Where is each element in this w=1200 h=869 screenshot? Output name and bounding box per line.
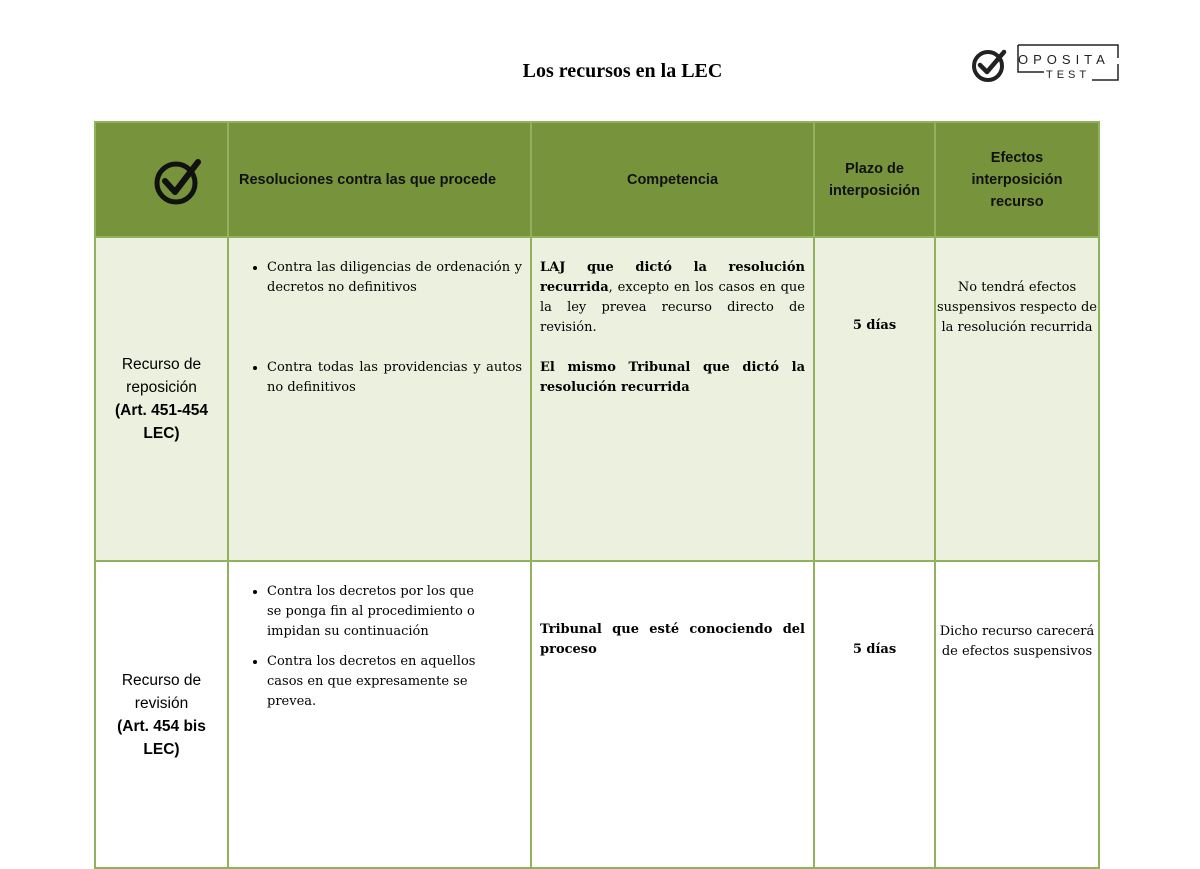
list-item: • Contra los decretos por los que se ponga fin al procedimiento o impidan su continuación	[267, 582, 490, 642]
recurso-name: Recurso de revisión	[121, 671, 202, 712]
logo-text-bottom: TEST	[1046, 69, 1091, 81]
check-circle-logo-icon	[970, 44, 1014, 84]
resoluciones-list	[229, 582, 530, 712]
recurso-article: (Art. 451-454 LEC)	[114, 402, 209, 442]
plazo-value: 5 días	[852, 642, 897, 657]
recurso-article: (Art. 454 bis LEC)	[117, 717, 206, 758]
header-plazo-label: Plazo de interposición	[828, 160, 921, 199]
plazo-cell	[814, 237, 935, 561]
list-item: • Contra todas las providencias y autos no definitivos	[267, 358, 522, 398]
table-header-row	[95, 122, 1099, 237]
table-row	[95, 237, 1099, 561]
header-competencia: Competencia	[531, 122, 814, 237]
competencia-text-1: Tribunal que esté conociendo del proceso	[540, 622, 805, 657]
efectos-cell	[935, 561, 1099, 868]
list-item: • Contra los decretos en aquellos casos en que expresamente se prevea.	[267, 652, 490, 712]
competencia-cell	[531, 237, 814, 561]
plazo-value: 5 días	[852, 318, 897, 333]
resoluciones-cell	[228, 561, 531, 868]
recursos-table	[94, 121, 1100, 869]
check-circle-icon	[148, 150, 212, 210]
plazo-cell	[814, 561, 935, 868]
competencia-cell	[531, 561, 814, 868]
header-icon-cell	[95, 122, 228, 237]
header-efectos-label: Efectos interposición recurso	[971, 149, 1063, 210]
recurso-type-cell	[95, 561, 228, 868]
competencia-bold: LAJ que dictó la resolución recurrida	[540, 260, 805, 295]
table-row	[95, 561, 1099, 868]
logo-text-top: OPOSITA	[1018, 52, 1110, 67]
header-resoluciones: Resoluciones contra las que procede	[228, 122, 531, 237]
oposita-test-logo	[970, 42, 1122, 86]
resoluciones-list	[229, 258, 530, 398]
recurso-type-cell	[95, 237, 228, 561]
competencia-rest: , excepto en los casos en que la ley prevea recurso directo de revisión.	[540, 280, 805, 335]
efectos-text: No tendrá efectos suspensivos respecto de la resolución recurrida	[937, 280, 1097, 335]
resoluciones-cell	[228, 237, 531, 561]
efectos-cell	[935, 237, 1099, 561]
efectos-text: Dicho recurso carecerá de efectos suspensivos	[939, 624, 1095, 659]
header-plazo	[814, 122, 935, 237]
competencia-text-2: El mismo Tribunal que dictó la resolución recurrida	[540, 360, 805, 395]
list-item: • Contra las diligencias de ordenación y decretos no definitivos	[267, 258, 522, 298]
page-title: Los recursos en la LEC	[522, 60, 723, 82]
competencia-text-1	[532, 258, 813, 338]
recurso-name: Recurso de reposición	[121, 356, 202, 396]
header-efectos	[935, 122, 1099, 237]
